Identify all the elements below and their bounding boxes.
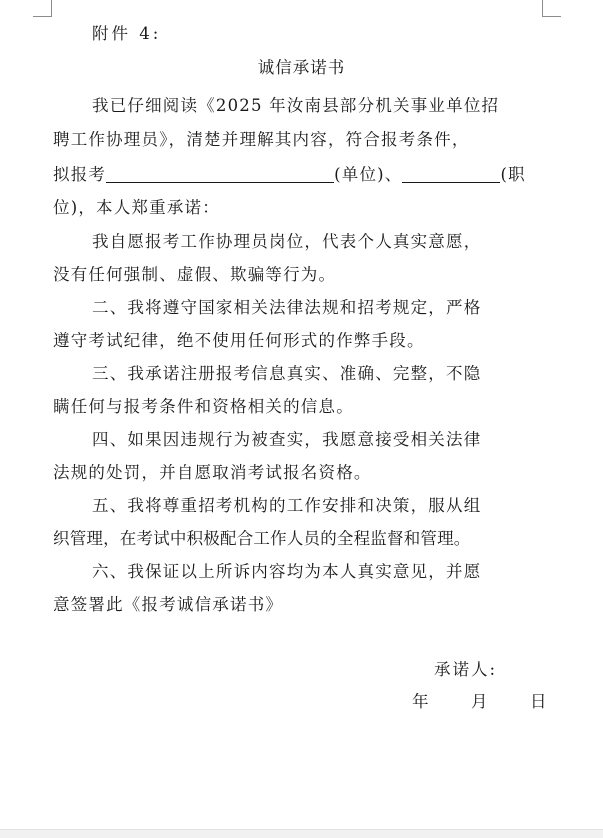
commitment-item-3: 三、我承诺注册报考信息真实、准确、完整，不隐 <box>92 364 482 383</box>
commitment-item-5: 五、我将尊重招考机构的工作安排和决策，服从组 <box>92 496 482 515</box>
position-blank-field[interactable] <box>402 164 500 183</box>
commitment-item-2-cont: 遵守考试纪律，绝不使用任何形式的作弊手段。 <box>53 331 425 350</box>
date-day: 日 <box>530 692 549 711</box>
applied-position-line <box>53 164 553 185</box>
commitment-item-1-cont: 没有任何强制、虚假、欺骗等行为。 <box>53 265 337 284</box>
commitment-item-3-cont: 瞒任何与报考条件和资格相关的信息。 <box>53 397 354 416</box>
crop-mark-top-right <box>542 0 561 17</box>
unit-label: (单位)、 <box>334 165 403 184</box>
commitment-item-4-cont: 法规的处罚，并自愿取消考试报名资格。 <box>53 463 372 482</box>
document-title: 诚信承诺书 <box>257 58 346 77</box>
signature-date <box>412 692 549 712</box>
page-bottom-edge <box>0 829 603 838</box>
paragraph-line: 聘工作协理员》，清楚并理解其内容，符合报考条件， <box>53 130 470 149</box>
unit-blank-field[interactable] <box>106 164 334 183</box>
commitment-item-4: 四、如果因违规行为被查实，我愿意接受相关法律 <box>92 430 482 449</box>
crop-mark-top-left <box>33 0 52 17</box>
date-year: 年 <box>412 692 431 711</box>
position-label: (职 <box>500 165 526 184</box>
commitment-item-1: 我自愿报考工作协理员岗位，代表个人真实意愿， <box>92 232 482 251</box>
signature-label: 承诺人: <box>434 660 498 679</box>
paragraph-line: 位)，本人郑重承诺： <box>53 198 220 217</box>
commitment-item-5-cont: 织管理，在考试中积极配合工作人员的全程监督和管理。 <box>53 529 471 548</box>
attachment-label: 附件 4: <box>92 24 162 43</box>
commitment-item-6: 六、我保证以上所诉内容均为本人真实意见，并愿 <box>92 562 482 581</box>
apply-prefix: 拟报考 <box>53 165 107 184</box>
date-month: 月 <box>471 692 490 711</box>
commitment-item-6-cont: 意签署此《报考诚信承诺书》 <box>53 595 284 614</box>
paragraph-line: 我已仔细阅读《2025 年汝南县部分机关事业单位招 <box>92 96 500 115</box>
commitment-item-2: 二、我将遵守国家相关法律法规和招考规定，严格 <box>92 298 482 317</box>
